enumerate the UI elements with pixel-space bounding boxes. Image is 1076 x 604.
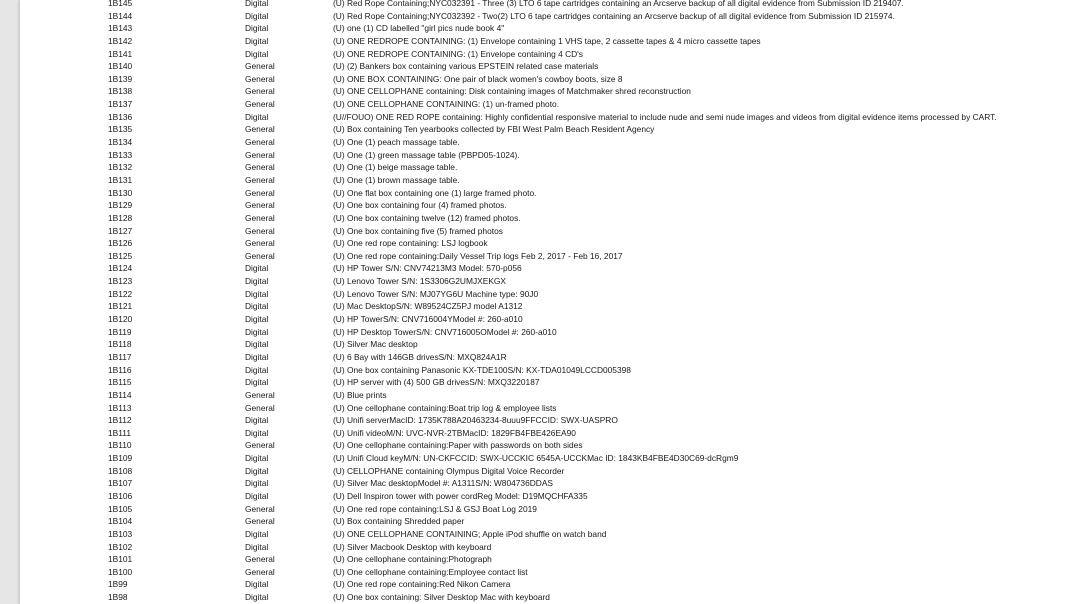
item-description-cell: (U) 6 Bay with 146GB drivesS/N: MXQ824A1R (333, 351, 507, 362)
table-row (20, 187, 1076, 200)
item-id-cell: 1B138 (108, 86, 133, 97)
table-row (20, 452, 1076, 465)
item-description-cell: (U) ONE CELLOPHANE containing: Disk containing images of Matchmaker shred reconstruction (333, 86, 691, 97)
item-description-cell: (U) one (1) CD labelled "girl pics nude book 4" (333, 23, 505, 34)
item-description-cell: (U) Dell Inspiron tower with power cordReg Model: D19MQCHFA335 (333, 490, 588, 501)
item-id-cell: 1B130 (108, 187, 133, 198)
item-type-cell: General (245, 200, 275, 211)
item-type-cell: Digital (245, 364, 269, 375)
item-description-cell: (U) Red Rope Containing;NYC032392 - Two(2) LTO 6 tape cartridges containing an Arcserve backup of all digital evidence from Submission ID 215974. (333, 10, 895, 21)
item-id-cell: 1B117 (108, 351, 132, 362)
item-description-cell: (U) Lenovo Tower S/N: 1S3306G2UMJXEKGX (333, 276, 507, 287)
item-type-cell: Digital (245, 326, 269, 337)
item-description-cell: (U) CELLOPHANE containing Olympus Digital Voice Recorder (333, 465, 565, 476)
item-description-cell: (U) Box containing Shredded paper (333, 516, 465, 527)
item-id-cell: 1B137 (108, 99, 133, 110)
item-description-cell: (U) Unifi videoM/N: UVC-NVR-2TBMacID: 1829FB4FBE426EA90 (333, 427, 576, 438)
item-type-cell: General (245, 61, 275, 72)
item-id-cell: 1B122 (108, 288, 133, 299)
item-id-cell: 1B145 (108, 0, 133, 8)
table-row (20, 326, 1076, 339)
item-type-cell: Digital (245, 0, 269, 8)
item-type-cell: Digital (245, 339, 269, 350)
item-type-cell: Digital (245, 276, 269, 287)
item-id-cell: 1B139 (108, 73, 133, 84)
item-type-cell: General (245, 402, 275, 413)
evidence-table (20, 0, 1076, 604)
item-id-cell: 1B106 (108, 490, 133, 501)
item-type-cell: Digital (245, 288, 269, 299)
item-type-cell: General (245, 238, 275, 249)
item-description-cell: (U) One (1) beige massage table. (333, 162, 458, 173)
table-row (20, 553, 1076, 566)
item-type-cell: General (245, 124, 275, 135)
table-row (20, 123, 1076, 136)
item-id-cell: 1B114 (108, 389, 132, 400)
table-row (20, 0, 1076, 10)
table-row (20, 98, 1076, 111)
item-type-cell: Digital (245, 263, 269, 274)
item-id-cell: 1B133 (108, 149, 133, 160)
item-type-cell: General (245, 554, 275, 565)
item-description-cell: (U) Mac DesktopS/N: W89524CZ5PJ model A1312 (333, 301, 523, 312)
item-description-cell: (U) One flat box containing one (1) large framed photo. (333, 187, 537, 198)
table-row (20, 414, 1076, 427)
item-type-cell: Digital (245, 453, 269, 464)
item-type-cell: General (245, 503, 275, 514)
item-description-cell: (U) One red rope containing:Red Nikon Camera (333, 579, 511, 590)
table-row (20, 85, 1076, 98)
item-type-cell: General (245, 389, 275, 400)
table-row (20, 300, 1076, 313)
item-type-cell: Digital (245, 478, 269, 489)
table-row (20, 149, 1076, 162)
table-row (20, 136, 1076, 149)
item-id-cell: 1B110 (108, 440, 132, 451)
table-row (20, 262, 1076, 275)
item-id-cell: 1B128 (108, 212, 133, 223)
item-type-cell: General (245, 187, 275, 198)
table-row (20, 427, 1076, 440)
item-description-cell: (U) Silver Mac desktopModel #: A1311S/N: W804736DDAS (333, 478, 554, 489)
item-id-cell: 1B118 (108, 339, 132, 350)
item-description-cell: (U) One red rope containing:LSJ & GSJ Boat Log 2019 (333, 503, 537, 514)
item-type-cell: Digital (245, 528, 269, 539)
table-row (20, 541, 1076, 554)
item-description-cell: (U) Red Rope Containing;NYC032391 - Three (3) LTO 6 tape cartridges containing an Arcserve backup of all digital evidence from Submission ID 219407. (333, 0, 904, 8)
item-description-cell: (U) One box containing four (4) framed photos. (333, 200, 507, 211)
item-description-cell: (U) One cellophane containing:Employee contact list (333, 566, 528, 577)
item-description-cell: (U) ONE CELLOPHANE CONTAINING; Apple iPod shuffle on watch band (333, 528, 607, 539)
item-type-cell: General (245, 516, 275, 527)
table-row (20, 338, 1076, 351)
item-type-cell: General (245, 162, 275, 173)
item-description-cell: (U) Silver Macbook Desktop with keyboard (333, 541, 492, 552)
item-type-cell: General (245, 212, 275, 223)
table-row (20, 174, 1076, 187)
item-id-cell: 1B98 (108, 592, 128, 603)
item-id-cell: 1B99 (108, 579, 128, 590)
table-row (20, 10, 1076, 23)
item-id-cell: 1B140 (108, 61, 133, 72)
item-id-cell: 1B108 (108, 465, 133, 476)
table-row (20, 503, 1076, 516)
table-row (20, 212, 1076, 225)
table-row (20, 591, 1076, 604)
table-row (20, 465, 1076, 478)
item-id-cell: 1B115 (108, 377, 132, 388)
item-type-cell: Digital (245, 427, 269, 438)
table-row (20, 199, 1076, 212)
document-page[interactable] (20, 0, 1076, 604)
item-id-cell: 1B132 (108, 162, 133, 173)
table-row (20, 528, 1076, 541)
item-type-cell: General (245, 440, 275, 451)
table-row (20, 477, 1076, 490)
item-description-cell: (U) ONE BOX CONTAINING: One pair of black women's cowboy boots, size 8 (333, 73, 623, 84)
table-row (20, 250, 1076, 263)
item-id-cell: 1B104 (108, 516, 133, 527)
item-type-cell: General (245, 566, 275, 577)
item-type-cell: Digital (245, 111, 269, 122)
item-type-cell: General (245, 225, 275, 236)
table-row (20, 402, 1076, 415)
item-description-cell: (U) One (1) green massage table (PBPD05-1024). (333, 149, 520, 160)
item-id-cell: 1B112 (108, 415, 132, 426)
item-id-cell: 1B127 (108, 225, 133, 236)
item-description-cell: (U) ONE CELLOPHANE CONTAINING: (1) un-framed photo. (333, 99, 560, 110)
item-description-cell: (U) One box containing: Silver Desktop Mac with keyboard (333, 592, 550, 603)
table-row (20, 288, 1076, 301)
item-description-cell: (U) ONE REDROPE CONTAINING: (1) Envelope containing 1 VHS tape, 2 cassette tapes & 4 micro cassette tapes (333, 35, 761, 46)
item-type-cell: General (245, 99, 275, 110)
item-description-cell: (U//FOUO) ONE RED ROPE containing: Highly confidential responsive material to include nude and semi nude images and videos from digital evidence items processed by CART. (333, 111, 997, 122)
item-description-cell: (U) One cellophane containing:Photograph (333, 554, 492, 565)
table-row (20, 60, 1076, 73)
item-type-cell: Digital (245, 23, 269, 34)
item-type-cell: Digital (245, 579, 269, 590)
item-type-cell: General (245, 149, 275, 160)
item-id-cell: 1B100 (108, 566, 133, 577)
item-description-cell: (U) HP TowerS/N: CNV716004YModel #: 260-a010 (333, 314, 523, 325)
item-description-cell: (U) One cellophane containing:Paper with passwords on both sides (333, 440, 583, 451)
item-id-cell: 1B103 (108, 528, 133, 539)
table-row (20, 48, 1076, 61)
item-id-cell: 1B136 (108, 111, 133, 122)
item-description-cell: (U) Blue prints (333, 389, 387, 400)
item-description-cell: (U) One cellophane containing:Boat trip log & employee lists (333, 402, 557, 413)
item-type-cell: General (245, 174, 275, 185)
table-row (20, 439, 1076, 452)
item-id-cell: 1B129 (108, 200, 133, 211)
item-description-cell: (U) One box containing twelve (12) framed photos. (333, 212, 521, 223)
item-id-cell: 1B131 (108, 174, 133, 185)
item-id-cell: 1B144 (108, 10, 133, 21)
item-id-cell: 1B102 (108, 541, 133, 552)
table-row (20, 275, 1076, 288)
table-row (20, 313, 1076, 326)
item-description-cell: (U) Unifi serverMacID: 1735K788A20463234-8uuu9FFCCID: SWX-UASPRO (333, 415, 618, 426)
item-description-cell: (U) HP Tower S/N: CNV74213M3 Model: 570-p056 (333, 263, 522, 274)
item-description-cell: (U) One (1) peach massage table. (333, 137, 460, 148)
item-id-cell: 1B119 (108, 326, 132, 337)
table-row (20, 389, 1076, 402)
item-type-cell: Digital (245, 465, 269, 476)
item-type-cell: Digital (245, 314, 269, 325)
table-row (20, 73, 1076, 86)
item-type-cell: Digital (245, 490, 269, 501)
item-id-cell: 1B113 (108, 402, 132, 413)
item-description-cell: (U) (2) Bankers box containing various EPSTEIN related case materials (333, 61, 599, 72)
item-description-cell: (U) One red rope containing: LSJ logbook (333, 238, 488, 249)
table-row (20, 364, 1076, 377)
table-row (20, 578, 1076, 591)
table-row (20, 566, 1076, 579)
table-row (20, 35, 1076, 48)
table-row (20, 490, 1076, 503)
item-description-cell: (U) Box containing Ten yearbooks collected by FBI West Palm Beach Resident Agency (333, 124, 655, 135)
table-row (20, 376, 1076, 389)
item-id-cell: 1B126 (108, 238, 133, 249)
item-type-cell: General (245, 86, 275, 97)
item-description-cell: (U) Lenovo Tower S/N: MJ07YG6U Machine type: 90J0 (333, 288, 539, 299)
item-type-cell: General (245, 73, 275, 84)
item-type-cell: Digital (245, 35, 269, 46)
item-type-cell: Digital (245, 301, 269, 312)
item-type-cell: Digital (245, 592, 269, 603)
item-description-cell: (U) One box containing Panasonic KX-TDE100S/N: KX-TDA01049LCCD005398 (333, 364, 631, 375)
item-type-cell: Digital (245, 48, 269, 59)
item-id-cell: 1B111 (108, 427, 131, 438)
item-type-cell: Digital (245, 377, 269, 388)
table-row (20, 161, 1076, 174)
item-id-cell: 1B134 (108, 137, 133, 148)
item-id-cell: 1B123 (108, 276, 133, 287)
item-type-cell: Digital (245, 415, 269, 426)
item-description-cell: (U) One (1) brown massage table. (333, 174, 460, 185)
table-row (20, 111, 1076, 124)
item-id-cell: 1B107 (108, 478, 133, 489)
item-id-cell: 1B105 (108, 503, 133, 514)
item-id-cell: 1B109 (108, 453, 133, 464)
item-id-cell: 1B125 (108, 250, 133, 261)
item-description-cell: (U) HP Desktop TowerS/N: CNV716005OModel #: 260-a010 (333, 326, 557, 337)
item-description-cell: (U) HP server with (4) 500 GB drivesS/N: MXQ3220187 (333, 377, 540, 388)
item-description-cell: (U) Unifi Cloud keyM/N: UN-CKFCCID: SWX-UCCKIC 6545A-UCCKMac ID: 1843KB4FBE4D30C69-dcRgm9 (333, 453, 739, 464)
item-id-cell: 1B120 (108, 314, 133, 325)
item-type-cell: General (245, 137, 275, 148)
item-id-cell: 1B124 (108, 263, 133, 274)
table-row (20, 351, 1076, 364)
item-id-cell: 1B142 (108, 35, 133, 46)
item-description-cell: (U) Silver Mac desktop (333, 339, 418, 350)
item-type-cell: Digital (245, 10, 269, 21)
item-description-cell: (U) ONE REDROPE CONTAINING: (1) Envelope containing 4 CD's (333, 48, 583, 59)
item-description-cell: (U) One box containing five (5) framed photos (333, 225, 503, 236)
item-id-cell: 1B143 (108, 23, 133, 34)
item-id-cell: 1B116 (108, 364, 132, 375)
item-type-cell: Digital (245, 541, 269, 552)
item-type-cell: Digital (245, 351, 269, 362)
table-row (20, 22, 1076, 35)
table-row (20, 237, 1076, 250)
item-type-cell: General (245, 250, 275, 261)
item-id-cell: 1B101 (108, 554, 133, 565)
item-id-cell: 1B141 (108, 48, 133, 59)
table-row (20, 225, 1076, 238)
item-description-cell: (U) One red rope containing:Daily Vessel Trip logs Feb 2, 2017 - Feb 16, 2017 (333, 250, 623, 261)
item-id-cell: 1B135 (108, 124, 133, 135)
table-row (20, 515, 1076, 528)
item-id-cell: 1B121 (108, 301, 133, 312)
